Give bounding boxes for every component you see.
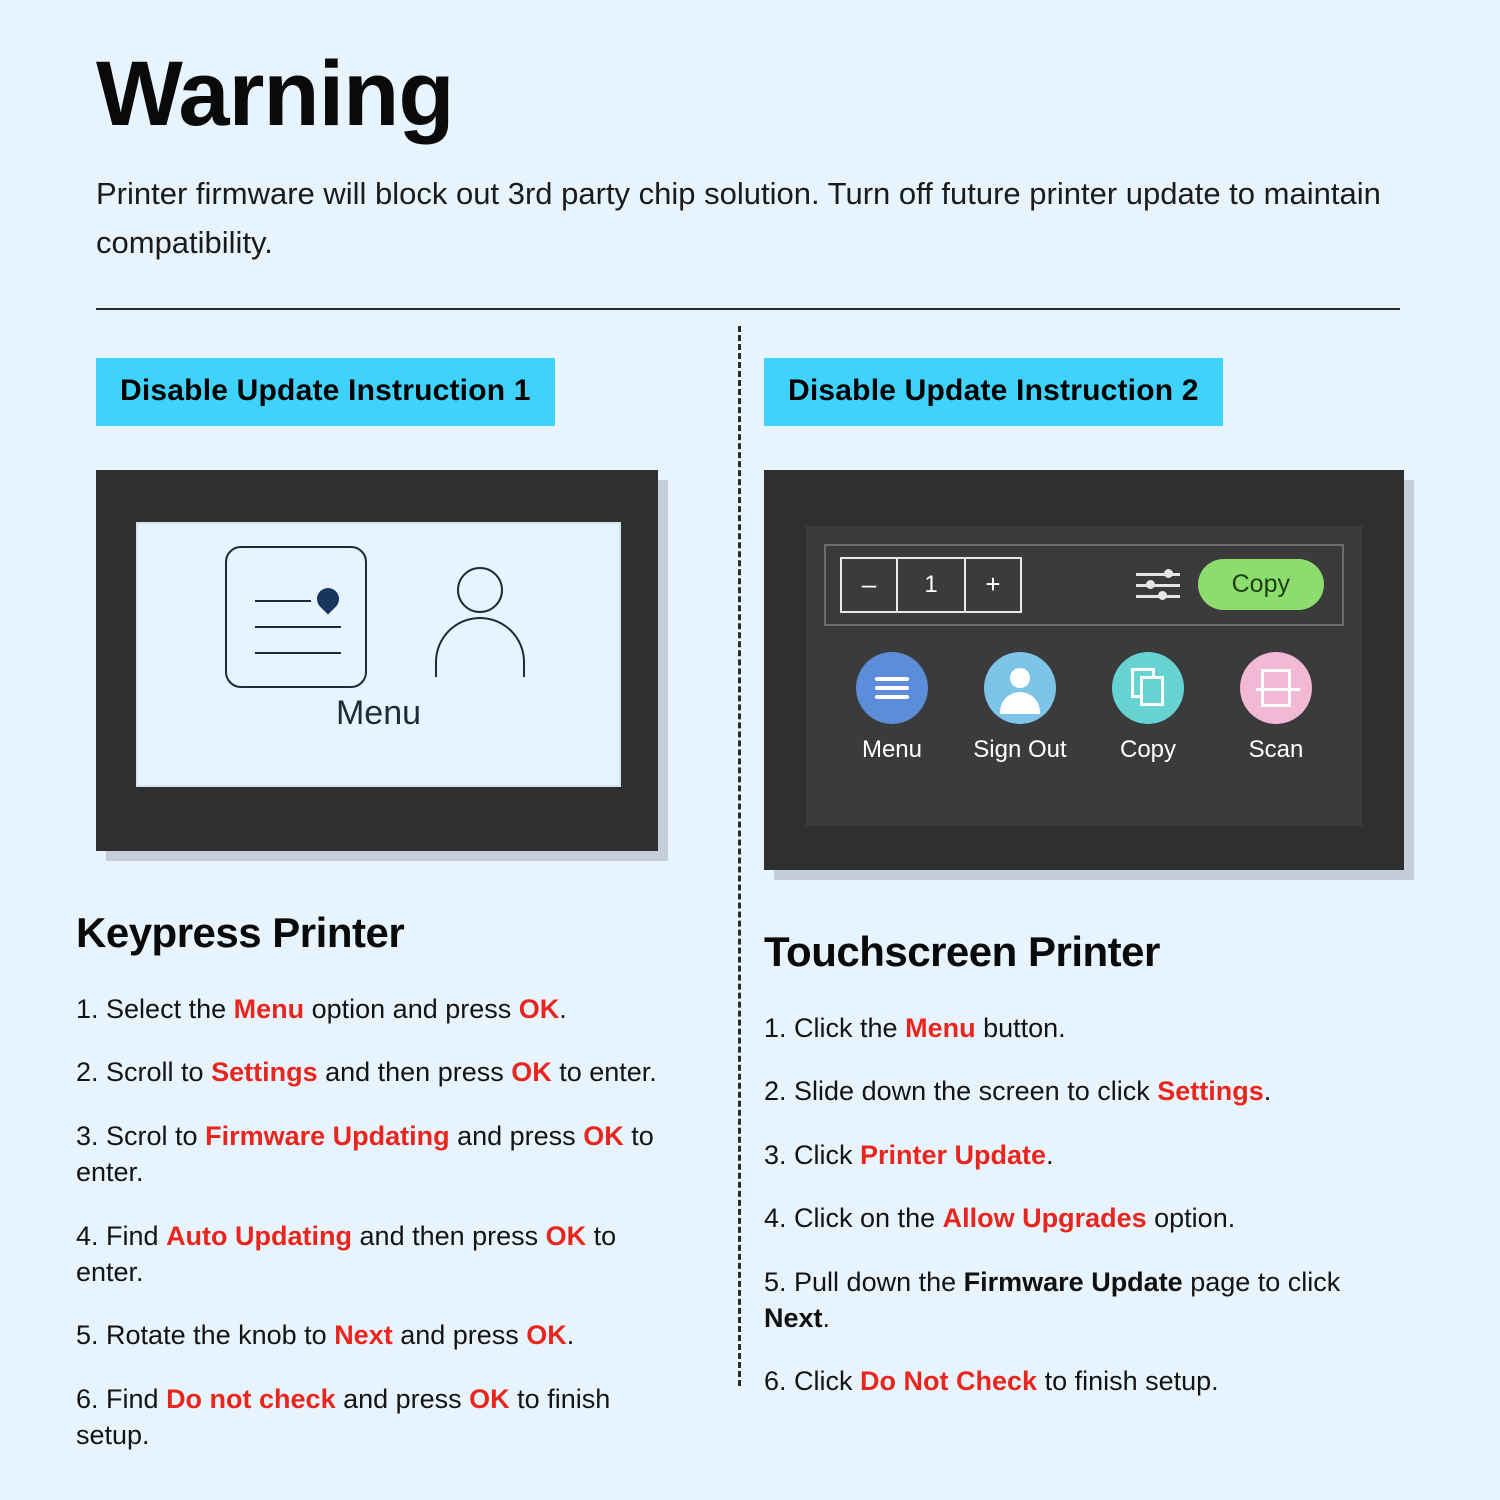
doc-line <box>255 652 341 655</box>
step-highlight: Next <box>334 1320 393 1351</box>
touchscreen-section-title: Touchscreen Printer <box>764 927 1160 975</box>
step-text: button. <box>975 1012 1066 1043</box>
column-divider <box>738 326 741 1386</box>
step-text: page to click <box>1182 1266 1341 1297</box>
document-ink-icon <box>225 546 367 688</box>
step-number: 5. <box>76 1320 107 1351</box>
app-tile-scan[interactable] <box>1218 652 1334 764</box>
step-text: Pull down the <box>794 1266 964 1297</box>
step-number: 6. <box>764 1366 795 1397</box>
instruction-step <box>764 1264 1404 1337</box>
step-text: to enter. <box>76 1120 654 1188</box>
header <box>0 0 1500 268</box>
step-text: to enter. <box>76 1220 617 1287</box>
step-number: 4. <box>764 1203 795 1234</box>
step-number: 4. <box>76 1220 107 1251</box>
app-label: Menu <box>861 735 923 763</box>
instruction-step <box>76 1118 684 1191</box>
step-highlight: OK <box>511 1057 552 1088</box>
step-number: 2. <box>76 1057 107 1088</box>
instruction-step <box>76 1218 684 1291</box>
app-tile-sign-out[interactable] <box>962 652 1078 764</box>
step-text: Click on the <box>794 1203 943 1234</box>
step-text: Rotate the knob to <box>106 1320 335 1351</box>
copy-count-stepper[interactable] <box>840 557 1022 613</box>
doc-line <box>255 600 311 603</box>
instruction-step <box>76 1317 684 1353</box>
step-highlight: Settings <box>211 1057 318 1088</box>
instruction-step <box>764 1200 1404 1236</box>
badge-instruction-1: Disable Update Instruction 1 <box>96 358 555 426</box>
step-text: Scrol to <box>106 1120 206 1151</box>
step-highlight: OK <box>526 1320 567 1351</box>
keypress-lcd-screen <box>136 522 621 787</box>
warning-subtitle: Printer firmware will block out 3rd party chip solution. Turn off future printer update to maintain compatibility. <box>96 175 1381 261</box>
step-number: 1. <box>764 1012 795 1043</box>
menu-icon[interactable] <box>856 652 928 724</box>
step-highlight: Auto Updating <box>166 1220 353 1251</box>
keypress-column <box>76 358 684 1481</box>
ink-drop-icon <box>312 583 343 614</box>
step-bold: Firmware Update <box>963 1266 1183 1297</box>
step-text: to enter. <box>551 1057 657 1088</box>
app-label: Sign Out <box>973 735 1067 763</box>
header-divider <box>96 308 1400 310</box>
lcd-menu-label: Menu <box>335 693 422 732</box>
keypress-steps-list <box>76 991 684 1454</box>
step-highlight: Menu <box>233 993 305 1024</box>
lcd-icon-row <box>138 524 619 688</box>
step-number: 5. <box>764 1266 795 1297</box>
badge-instruction-2: Disable Update Instruction 2 <box>764 358 1223 426</box>
step-text: and press <box>449 1120 584 1151</box>
app-row <box>806 652 1362 764</box>
settings-sliders-icon[interactable] <box>1136 565 1180 605</box>
keypress-device-wrap <box>96 470 684 851</box>
person-body <box>435 617 525 677</box>
step-text: to finish setup. <box>1037 1366 1219 1397</box>
page-title: Warning <box>96 43 454 145</box>
copy-count-value: 1 <box>896 559 966 611</box>
instruction-step <box>764 1363 1404 1399</box>
app-tile-copy[interactable] <box>1090 652 1206 764</box>
step-text: Find <box>106 1383 167 1414</box>
step-text: and then press <box>352 1220 546 1251</box>
step-text: and press <box>335 1383 470 1414</box>
step-highlight: Firmware Updating <box>205 1120 450 1151</box>
app-label: Scan <box>1248 735 1304 763</box>
step-highlight: Printer Update <box>860 1139 1047 1170</box>
instruction-step <box>76 1054 684 1090</box>
step-highlight: Do not check <box>166 1383 336 1414</box>
step-number: 6. <box>76 1383 107 1414</box>
copy-toolbar <box>824 544 1344 626</box>
step-bold: Next <box>764 1302 823 1333</box>
step-text: Select the <box>106 993 234 1024</box>
step-text: . <box>566 1320 575 1351</box>
step-text: Click the <box>794 1012 906 1043</box>
step-highlight: Allow Upgrades <box>942 1203 1147 1234</box>
step-text: . <box>1263 1076 1272 1107</box>
scan-icon[interactable] <box>1240 652 1312 724</box>
touchscreen-column <box>764 358 1404 1481</box>
step-text: to finish setup. <box>76 1383 611 1451</box>
step-text: Find <box>106 1220 167 1251</box>
step-number: 1. <box>76 993 107 1024</box>
keypress-printer-device <box>96 470 658 851</box>
doc-line <box>255 626 341 629</box>
step-text: and press <box>392 1320 527 1351</box>
step-text: Slide down the screen to click <box>794 1076 1158 1107</box>
keypress-section-title: Keypress Printer <box>76 908 405 956</box>
instruction-step <box>764 1137 1404 1173</box>
step-text: option and press <box>304 993 519 1024</box>
burger-lines <box>875 672 909 704</box>
step-text: . <box>822 1302 831 1333</box>
copy-icon[interactable] <box>1112 652 1184 724</box>
touchscreen-printer-device <box>764 470 1404 870</box>
step-highlight: OK <box>583 1120 624 1151</box>
minus-button[interactable]: – <box>861 569 877 600</box>
step-highlight: OK <box>518 993 560 1024</box>
step-text: and then press <box>317 1057 512 1088</box>
app-label: Copy <box>1119 735 1177 763</box>
step-highlight: Do Not Check <box>860 1366 1038 1397</box>
step-highlight: OK <box>545 1220 587 1251</box>
plus-button[interactable]: + <box>985 569 1001 600</box>
instruction-step <box>764 1010 1404 1046</box>
person-icon <box>429 561 533 673</box>
instruction-columns <box>0 358 1500 1481</box>
touchscreen-device-wrap <box>764 470 1404 870</box>
app-tile-menu[interactable] <box>834 652 950 764</box>
person-icon[interactable] <box>984 652 1056 724</box>
step-text: . <box>1046 1139 1054 1170</box>
step-text: Click <box>794 1366 861 1397</box>
person-head <box>457 567 503 613</box>
step-text: Click <box>794 1139 861 1170</box>
step-text: option. <box>1146 1203 1236 1234</box>
touchscreen-steps-list <box>764 1010 1404 1400</box>
step-number: 2. <box>764 1076 795 1107</box>
instruction-step <box>764 1073 1404 1109</box>
instruction-step <box>76 991 684 1027</box>
step-highlight: Settings <box>1157 1076 1264 1107</box>
step-number: 3. <box>764 1139 795 1170</box>
step-highlight: Menu <box>905 1012 976 1043</box>
copy-button[interactable]: Copy <box>1198 559 1324 610</box>
step-highlight: OK <box>469 1383 510 1414</box>
step-text: . <box>559 993 567 1024</box>
step-number: 3. <box>76 1120 107 1151</box>
touch-screen <box>806 526 1362 826</box>
instruction-step <box>76 1381 684 1454</box>
step-text: Scroll to <box>106 1057 212 1088</box>
